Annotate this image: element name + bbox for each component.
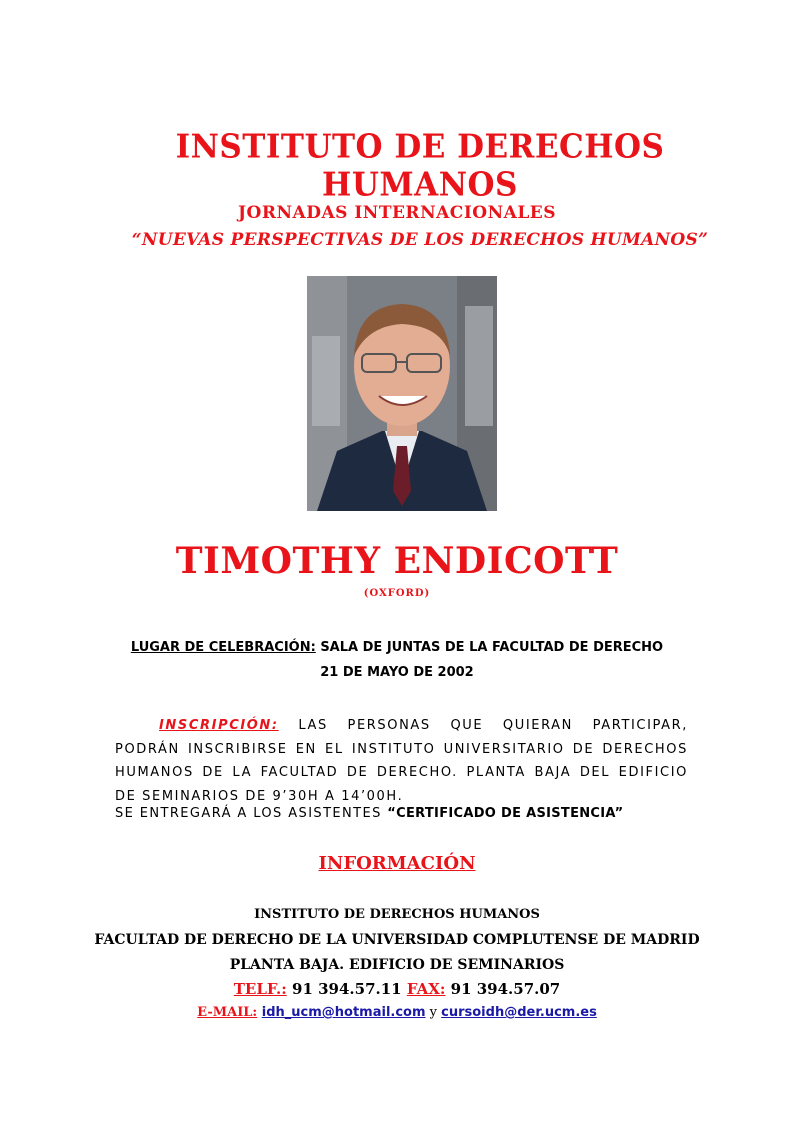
- phone-number: 91 394.57.11: [286, 980, 407, 998]
- document-title: INSTITUTO DE DERECHOS HUMANOS: [175, 128, 665, 204]
- information-heading: INFORMACIÓN: [318, 853, 476, 874]
- info-institute: INSTITUTO DE DERECHOS HUMANOS: [254, 907, 540, 922]
- phone-label: TELF.:: [233, 980, 287, 998]
- event-title: “NUEVAS PERSPECTIVAS DE LOS DERECHOS HUMANOS”: [131, 230, 709, 250]
- registration-paragraph: [115, 714, 688, 808]
- venue-place: SALA DE JUNTAS DE LA FACULTAD DE DERECHO: [315, 640, 664, 655]
- certificate-prefix: SE ENTREGARÁ A LOS ASISTENTES: [115, 806, 388, 821]
- event-date: 21 DE MAYO DE 2002: [320, 665, 474, 680]
- registration-label: INSCRIPCIÓN:: [159, 718, 279, 733]
- email-link-1[interactable]: idh_ucm@hotmail.com: [261, 1005, 426, 1020]
- info-location: PLANTA BAJA. EDIFICIO DE SEMINARIOS: [229, 957, 565, 973]
- contact-email-line: [0, 1005, 794, 1020]
- fax-number: 91 394.57.07: [445, 980, 561, 998]
- speaker-photo: [307, 276, 497, 511]
- venue-label: LUGAR DE CELEBRACIÓN:: [130, 640, 316, 655]
- venue-line: [0, 640, 794, 655]
- event-series: JORNADAS INTERNACIONALES: [238, 203, 556, 223]
- fax-label: FAX:: [406, 980, 446, 998]
- email-separator: y: [425, 1005, 442, 1020]
- info-faculty: FACULTAD DE DERECHO DE LA UNIVERSIDAD COMPLUTENSE DE MADRID: [94, 932, 700, 948]
- certificate-name: “CERTIFICADO DE ASISTENCIA”: [387, 806, 624, 821]
- portrait-photo: [307, 276, 497, 511]
- certificate-line: [115, 806, 688, 821]
- contact-phone-line: [0, 980, 794, 998]
- email-link-2[interactable]: cursoidh@der.ucm.es: [441, 1005, 597, 1020]
- registration-text: LAS PERSONAS QUE QUIERAN PARTICIPAR, PODRÁN INSCRIBIRSE EN EL INSTITUTO UNIVERSITARIO DE DERECHOS HUMANOS DE LA FACULTAD DE DERECHO. PLANTA BAJA DEL EDIFICIO DE SEMINARIOS DE 9’30H A 14’00H.: [115, 718, 688, 804]
- email-label: E-MAIL:: [197, 1005, 258, 1020]
- speaker-affiliation: (OXFORD): [363, 588, 431, 599]
- speaker-name: TIMOTHY ENDICOTT: [175, 540, 619, 582]
